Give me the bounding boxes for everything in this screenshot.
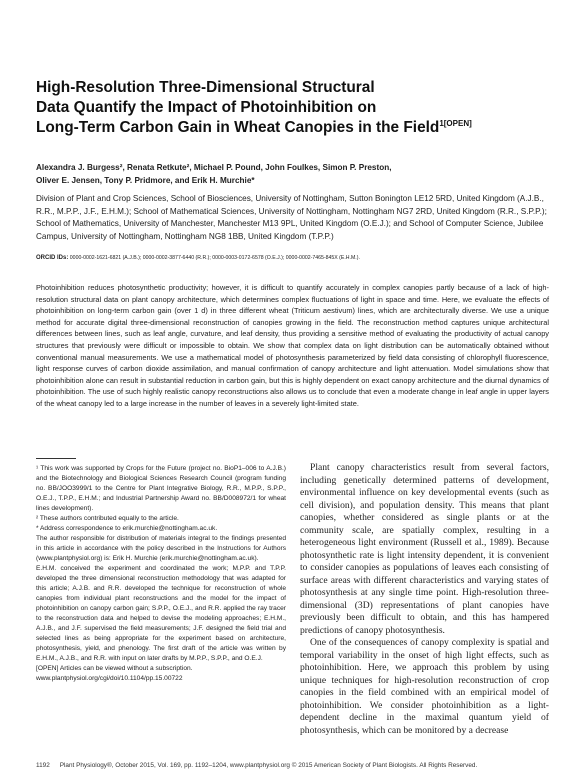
title-line-1: High-Resolution Three-Dimensional Structural — [36, 79, 375, 96]
body-text-column — [300, 462, 549, 737]
footnote-responsible-author: The author responsible for distribution of materials integral to the findings presented in this article in accordance with the policy described in the Instructions for Authors (www.plantphysiol.org) is: Erik H. Murchie (erik.murchie@nottingham.ac.uk). — [36, 535, 286, 562]
footnote-open-access: [OPEN] Articles can be viewed without a subscription. — [36, 665, 193, 672]
article-title — [36, 78, 556, 138]
abstract: Photoinhibition reduces photosynthetic productivity; however, it is difficult to quantify accurately in complex canopies partly because of a lack of high-resolution structural data on plant canopy architecture, which determines complex fluctuations of light in space and time. Here, we evaluate the effects of photoinhibition on long-term carbon gain (over 1 d) in three different wheat (Triticum aestivum) lines, which are architecturally diverse. We use a unique method for accurate digital three-dimensional reconstruction of canopies growing in the field. The reconstruction method captures unique architectural differences between lines, such as leaf angle, curvature, and leaf density, thus providing a sensitive method of evaluating the productivity of actual canopy structures that previously were difficult or impossible to obtain. We show that complex data on light distribution can be automatically obtained without conventional manual measurements. We use a mathematical model of photosynthesis parameterized by field data consisting of chlorophyll fluorescence, light response curves of carbon dioxide assimilation, and manual confirmation of canopy architecture and light attenuation. Model simulations show that photoinhibition alone can result in substantial reduction in carbon gain, but this is highly dependent on exact canopy architecture and the diurnal dynamics of photoinhibition. The use of such highly realistic canopy reconstructions also allows us to conclude that even a moderate change in leaf angle in upper layers of the wheat canopy led to a large increase in the number of leaves in a severely light-limited state. — [36, 283, 549, 408]
orcid-text: 0000-0002-1621-6821 (A.J.B.); 0000-0002-3877-6440 (R.R.); 0000-0003-0172-6578 (O.E.J.); 0000-0002-7465-845X (E.H.M.). — [69, 255, 360, 261]
orcid-label: ORCID IDs: — [36, 255, 69, 261]
orcid-ids — [36, 254, 556, 262]
footnote-contributions: E.H.M. conceived the experiment and coordinated the work; M.P.P. and T.P.P. developed the three dimensional reconstruction methodology that was adapted for this article; A.J.B. and R.R. developed the technique for reconstruction of whole canopies from individual plant reconstructions and the model for the impact of photoinhibition on canopy carbon gain; S.P.P., O.E.J., and R.R. applied the ray tracer to the reconstruction data and helped to devise the modeling approaches; E.H.M., A.J.B., and J.F. supervised the field measurements; J.F. designed the field trial and selected lines as being appropriate for the experiment based on architecture, photosynthesis, yield, and phenology. The first draft of the article was written by E.H.M., A.J.B., and R.R. with input on later drafts by M.P.P., S.P.P., and O.E.J. — [36, 565, 286, 662]
footnote-rule — [36, 458, 76, 459]
affiliations: Division of Plant and Crop Sciences, School of Biosciences, University of Nottingham, Sutton Bonington LE12 5RD, United Kingdom (A.J.B., R.R., M.P.P., J.F., E.H.M.); School of Mathematical Sciences, University of Nottingham, Nottingham NG7 2RD, United Kingdom (R.R., S.P.P.); School of Mathematics, University of Manchester, Manchester M13 9PL, United Kingdom (O.E.J.); and School of Computer Science, Jubilee Campus, University of Nottingham, Nottingham NG8 1BB, United Kingdom (T.P.P.) — [36, 194, 547, 241]
body-paragraph: Plant canopy characteristics result from several factors, including genetically determined patterns of development, environmental influence on key developmental events (such as cell division), and population density. This means that plant canopies, whether considered as single plants or at the community scale, are spatially complex, resulting in a heterogeneous light environment (Russell et al., 1989). Because photosynthetic rate is light intensity dependent, it is convenient to consider canopies as populations of leaves each consisting of surface areas with different characteristics and varying states of photosynthesis at any single time point. High-resolution three-dimensional (3D) representations of plant canopies have previously been difficult to obtain, and this has hampered predictions of canopy photosynthesis. — [300, 462, 549, 636]
title-footnote-marker: 1[OPEN] — [439, 118, 472, 128]
footnote-doi-link[interactable]: www.plantphysiol.org/cgi/doi/10.1104/pp.15.00722 — [36, 675, 183, 682]
title-line-2: Data Quantify the Impact of Photoinhibition on — [36, 99, 377, 116]
author-line-2: Oliver E. Jensen, Tony P. Pridmore, and Erik H. Murchie* — [36, 176, 255, 185]
author-line-1: Alexandra J. Burgess², Renata Retkute², Michael P. Pound, John Foulkes, Simon P. Preston, — [36, 163, 392, 172]
title-line-3 — [36, 118, 556, 138]
footnote-funding: ¹ This work was supported by Crops for the Future (project no. BioP1–006 to A.J.B.) and the Biotechnology and Biological Sciences Research Council (program funding no. BB/JOO3999/1 to the Centre for Plant Integrative Biology, R.R., M.P.P., S.P.P., O.E.J., T.P.P., E.H.M.; and Industrial Partnership Award no. BB/D008972/1 for wheat lines development). — [36, 465, 286, 512]
title-line-3-text: Long-Term Carbon Gain in Wheat Canopies in the Field — [36, 119, 440, 136]
body-paragraph: One of the consequences of canopy complexity is spatial and temporal variability in the onset of high light effects, such as photoinhibition. Here, we approach this problem by using unique techniques for high-resolution reconstruction of crop canopies in the field combined with an empirical model of photoinhibition. We consider photoinhibition as a light-dependent decline in the maximal quantum yield of photosynthesis, which can be monitored by a decrease — [300, 637, 549, 736]
page-footer — [36, 762, 556, 770]
footnote-correspondence: * Address correspondence to erik.murchie@nottingham.ac.uk. — [36, 525, 218, 532]
journal-citation: Plant Physiology®, October 2015, Vol. 169, pp. 1192–1204, www.plantphysiol.org © 2015 American Society of Plant Biologists. All Rights Reserved. — [59, 762, 478, 769]
footnote-equal-contribution: ² These authors contributed equally to the article. — [36, 515, 179, 522]
footnotes — [36, 464, 286, 684]
author-list — [36, 161, 556, 187]
page-number: 1192 — [36, 762, 50, 769]
